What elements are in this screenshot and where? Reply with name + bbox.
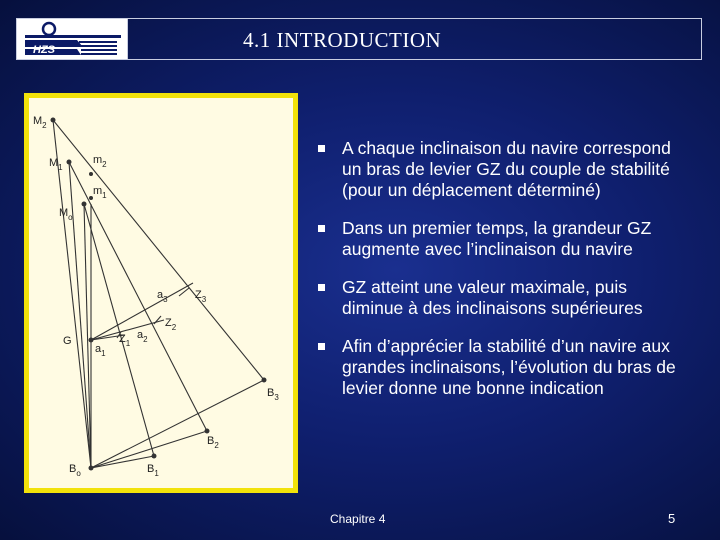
bullet-list <box>316 138 686 416</box>
slide-title: 4.1 INTRODUCTION <box>243 28 442 52</box>
bullet-item <box>316 218 686 260</box>
stability-diagram <box>24 93 298 493</box>
bullet-item <box>316 138 686 201</box>
svg-text:M2: $M_2$ <box>33 115 47 130</box>
g-z2 <box>91 320 164 340</box>
svg-text:Z3: $Z_3$ <box>195 289 207 304</box>
bullet-text: Dans un premier temps, la grandeur GZ augmente avec l’inclinaison du navire <box>342 218 652 259</box>
square-bullet-icon <box>318 225 325 232</box>
slide-header <box>16 18 702 60</box>
ray-m1-b2 <box>69 162 207 431</box>
b0-b3 <box>91 380 264 468</box>
square-bullet-icon <box>318 343 325 350</box>
anchor-logo-icon <box>17 19 127 59</box>
svg-text:B2: $B_2$ <box>207 435 219 450</box>
svg-text:M1: $M_1$ <box>49 157 63 172</box>
bullet-text: A chaque inclinaison du navire correspond un bras de levier GZ du couple de stabilité (pour un déplacement déterminé) <box>342 138 671 200</box>
bullet-text: Afin d’apprécier la stabilité d’un navire aux grandes inclinaisons, l’évolution du bras de levier donne une bonne indication <box>342 336 676 398</box>
ray-m2-b0 <box>53 120 91 468</box>
svg-text:B3: $B_3$ <box>267 387 279 402</box>
stability-diagram-svg <box>29 98 293 488</box>
square-bullet-icon <box>318 145 325 152</box>
svg-text:G: G <box>63 335 72 347</box>
bullet-text: GZ atteint une valeur maximale, puis diminue à des inclinaisons supérieures <box>342 277 643 318</box>
square-bullet-icon <box>318 284 325 291</box>
bullet-item <box>316 277 686 319</box>
hzs-logo <box>17 19 128 59</box>
logo-text: HZS <box>33 44 55 56</box>
svg-text:Z1: $Z_1$ <box>119 333 131 348</box>
ray-m2-b3 <box>53 120 264 380</box>
ray-m1-b0 <box>69 162 91 468</box>
svg-text:Bo: $B_o$ <box>69 463 81 478</box>
svg-text:m1: $m_1$ <box>93 185 107 200</box>
svg-text:B1: $B_1$ <box>147 463 159 478</box>
svg-text:Z2: $Z_2$ <box>165 317 177 332</box>
svg-text:a3: $a_3$ <box>157 289 168 304</box>
svg-text:a1: $a_1$ <box>95 343 106 358</box>
svg-text:Mo: $M_o$ <box>59 207 73 222</box>
bullet-item <box>316 336 686 399</box>
footer-chapter: Chapitre 4 <box>330 512 386 526</box>
svg-text:m2: $m_2$ <box>93 154 107 169</box>
ray-m0-b1 <box>84 204 154 456</box>
ray-m0-b0 <box>84 204 91 468</box>
svg-text:a2: $a_2$ <box>137 329 148 344</box>
footer-page-number: 5 <box>668 511 676 526</box>
